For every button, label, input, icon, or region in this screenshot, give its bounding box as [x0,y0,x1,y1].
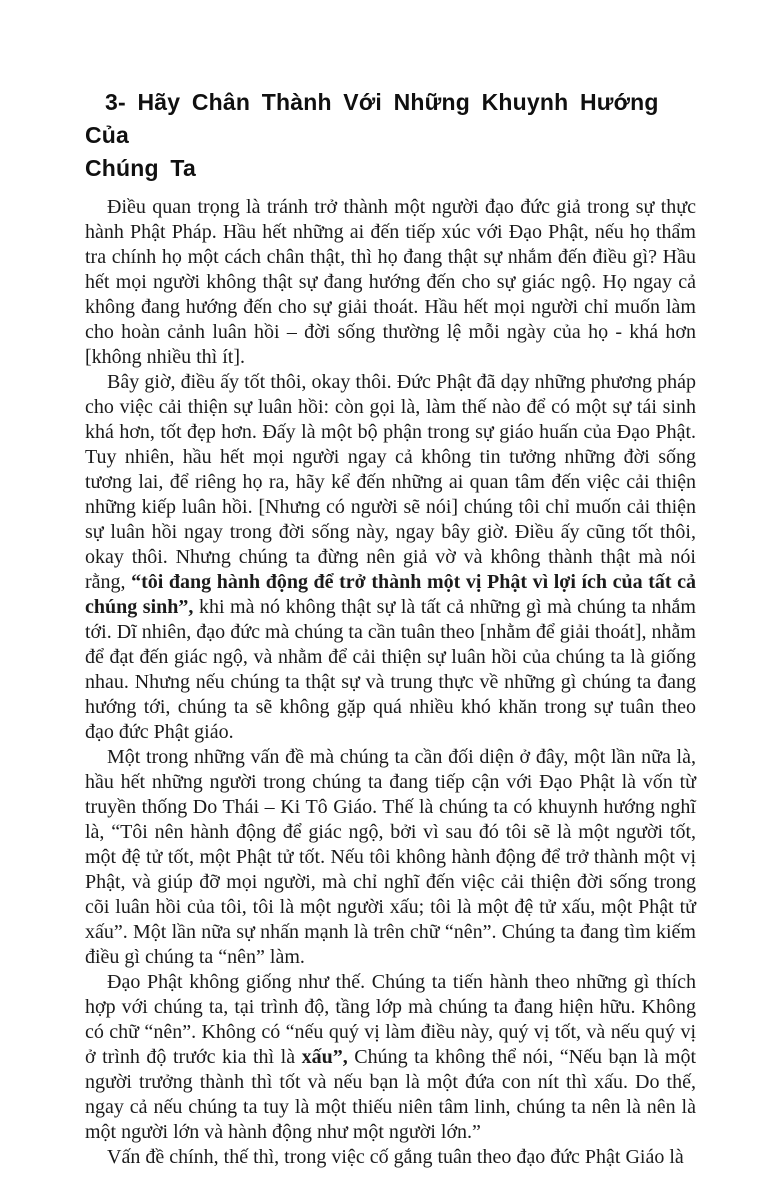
paragraph [85,745,696,970]
text-run: Điều quan trọng là tránh trở thành một người đạo đức giả trong sự thực hành Phật Pháp. Hầu hết những ai đến tiếp xúc với Đạo Phật, nếu họ thẩm tra chính họ một cách chân thật, thì họ đang thật sự nhắm đến điều gì? Hầu hết mọi người không thật sự đang hướng đến cho sự giác ngộ. Họ ngay cả không đang hướng đến cho sự giải thoát. Hầu hết mọi người chỉ muốn làm cho hoàn cảnh luân hồi – đời sống thường lệ mỗi ngày của họ - khá hơn [không nhiều thì ít]. [85,196,696,368]
text-run: khi mà nó không thật sự là tất cả những gì mà chúng ta nhắm tới. Dĩ nhiên, đạo đức mà chúng ta cần tuân theo [nhằm để giải thoát], nhằm để đạt đến giác ngộ, và nhằm để cải thiện sự luân hồi của chúng ta là giống nhau. Nhưng nếu chúng ta thật sự và trung thực về những gì chúng ta đang hướng tới, chúng ta sẽ không gặp quá nhiều khó khăn trong sự tuân theo đạo đức Phật giáo. [85,596,696,743]
paragraph [85,195,696,370]
chapter-heading-line1: 3- Hãy Chân Thành Với Những Khuynh Hướng Của [85,89,659,148]
text-run: Vấn đề chính, thế thì, trong việc cố gắng tuân theo đạo đức Phật Giáo là [107,1146,684,1168]
paragraph [85,370,696,745]
emphasis-text-run: “tôi đang hành động để trở thành một vị Phật vì lợi ích của tất cả chúng sinh”, [85,571,696,618]
body-text [85,195,696,1170]
paragraph [85,1145,696,1170]
text-run: Đạo Phật không giống như thế. Chúng ta tiến hành theo những gì thích hợp với chúng ta, tại trình độ, tầng lớp mà chúng ta đang hiện hữu. Không có chữ “nên”. Không có “nếu quý vị làm điều này, quý vị tốt, và nếu quý vị ở trình độ trước kia thì là [85,971,696,1068]
chapter-heading-line2: Chúng Ta [85,155,196,181]
text-run: Bây giờ, điều ấy tốt thôi, okay thôi. Đức Phật đã dạy những phương pháp cho việc cải thiện sự luân hồi: còn gọi là, làm thế nào để có một sự tái sinh khá hơn, tốt đẹp hơn. Đấy là một bộ phận trong sự giáo huấn của Đạo Phật. Tuy nhiên, hầu hết mọi người ngay cả không tin tưởng những đời sống tương lai, để riêng họ ra, hãy kể đến những ai quan tâm đến việc cải thiện những kiếp luân hồi. [Nhưng có người sẽ nói] chúng tôi chỉ muốn cải thiện sự luân hồi ngay trong đời sống này, ngay bây giờ. Điều ấy cũng tốt thôi, okay thôi. Nhưng chúng ta đừng nên giả vờ và không thành thật mà nói rằng, [85,371,696,593]
chapter-heading [85,86,696,185]
text-run: Một trong những vấn đề mà chúng ta cần đối diện ở đây, một lần nữa là, hầu hết những người trong chúng ta đang tiếp cận với Đạo Phật là vốn từ truyền thống Do Thái – Ki Tô Giáo. Thế là chúng ta có khuynh hướng nghĩ là, “Tôi nên hành động để giác ngộ, bởi vì sau đó tôi sẽ là một người tốt, một đệ tử tốt, một Phật tử tốt. Nếu tôi không hành động để trở thành một vị Phật, và giúp đỡ mọi người, mà chỉ nghĩ đến việc cải thiện đời sống trong cõi luân hồi của tôi, tôi là một người xấu; tôi là một đệ tử xấu, một Phật tử xấu”. Một lần nữa sự nhấn mạnh là trên chữ “nên”. Chúng ta đang tìm kiếm điều gì chúng ta “nên” làm. [85,746,696,968]
emphasis-text-run: xấu”, [301,1046,348,1068]
paragraph [85,970,696,1145]
text-run: Chúng ta không thể nói, “Nếu bạn là một người trưởng thành thì tốt và nếu bạn là một đứa con nít thì xấu. Do thế, ngay cả nếu chúng ta tuy là một thiếu niên tâm linh, chúng ta nên là nên là một người lớn và hành động như một người lớn.” [85,1046,696,1143]
